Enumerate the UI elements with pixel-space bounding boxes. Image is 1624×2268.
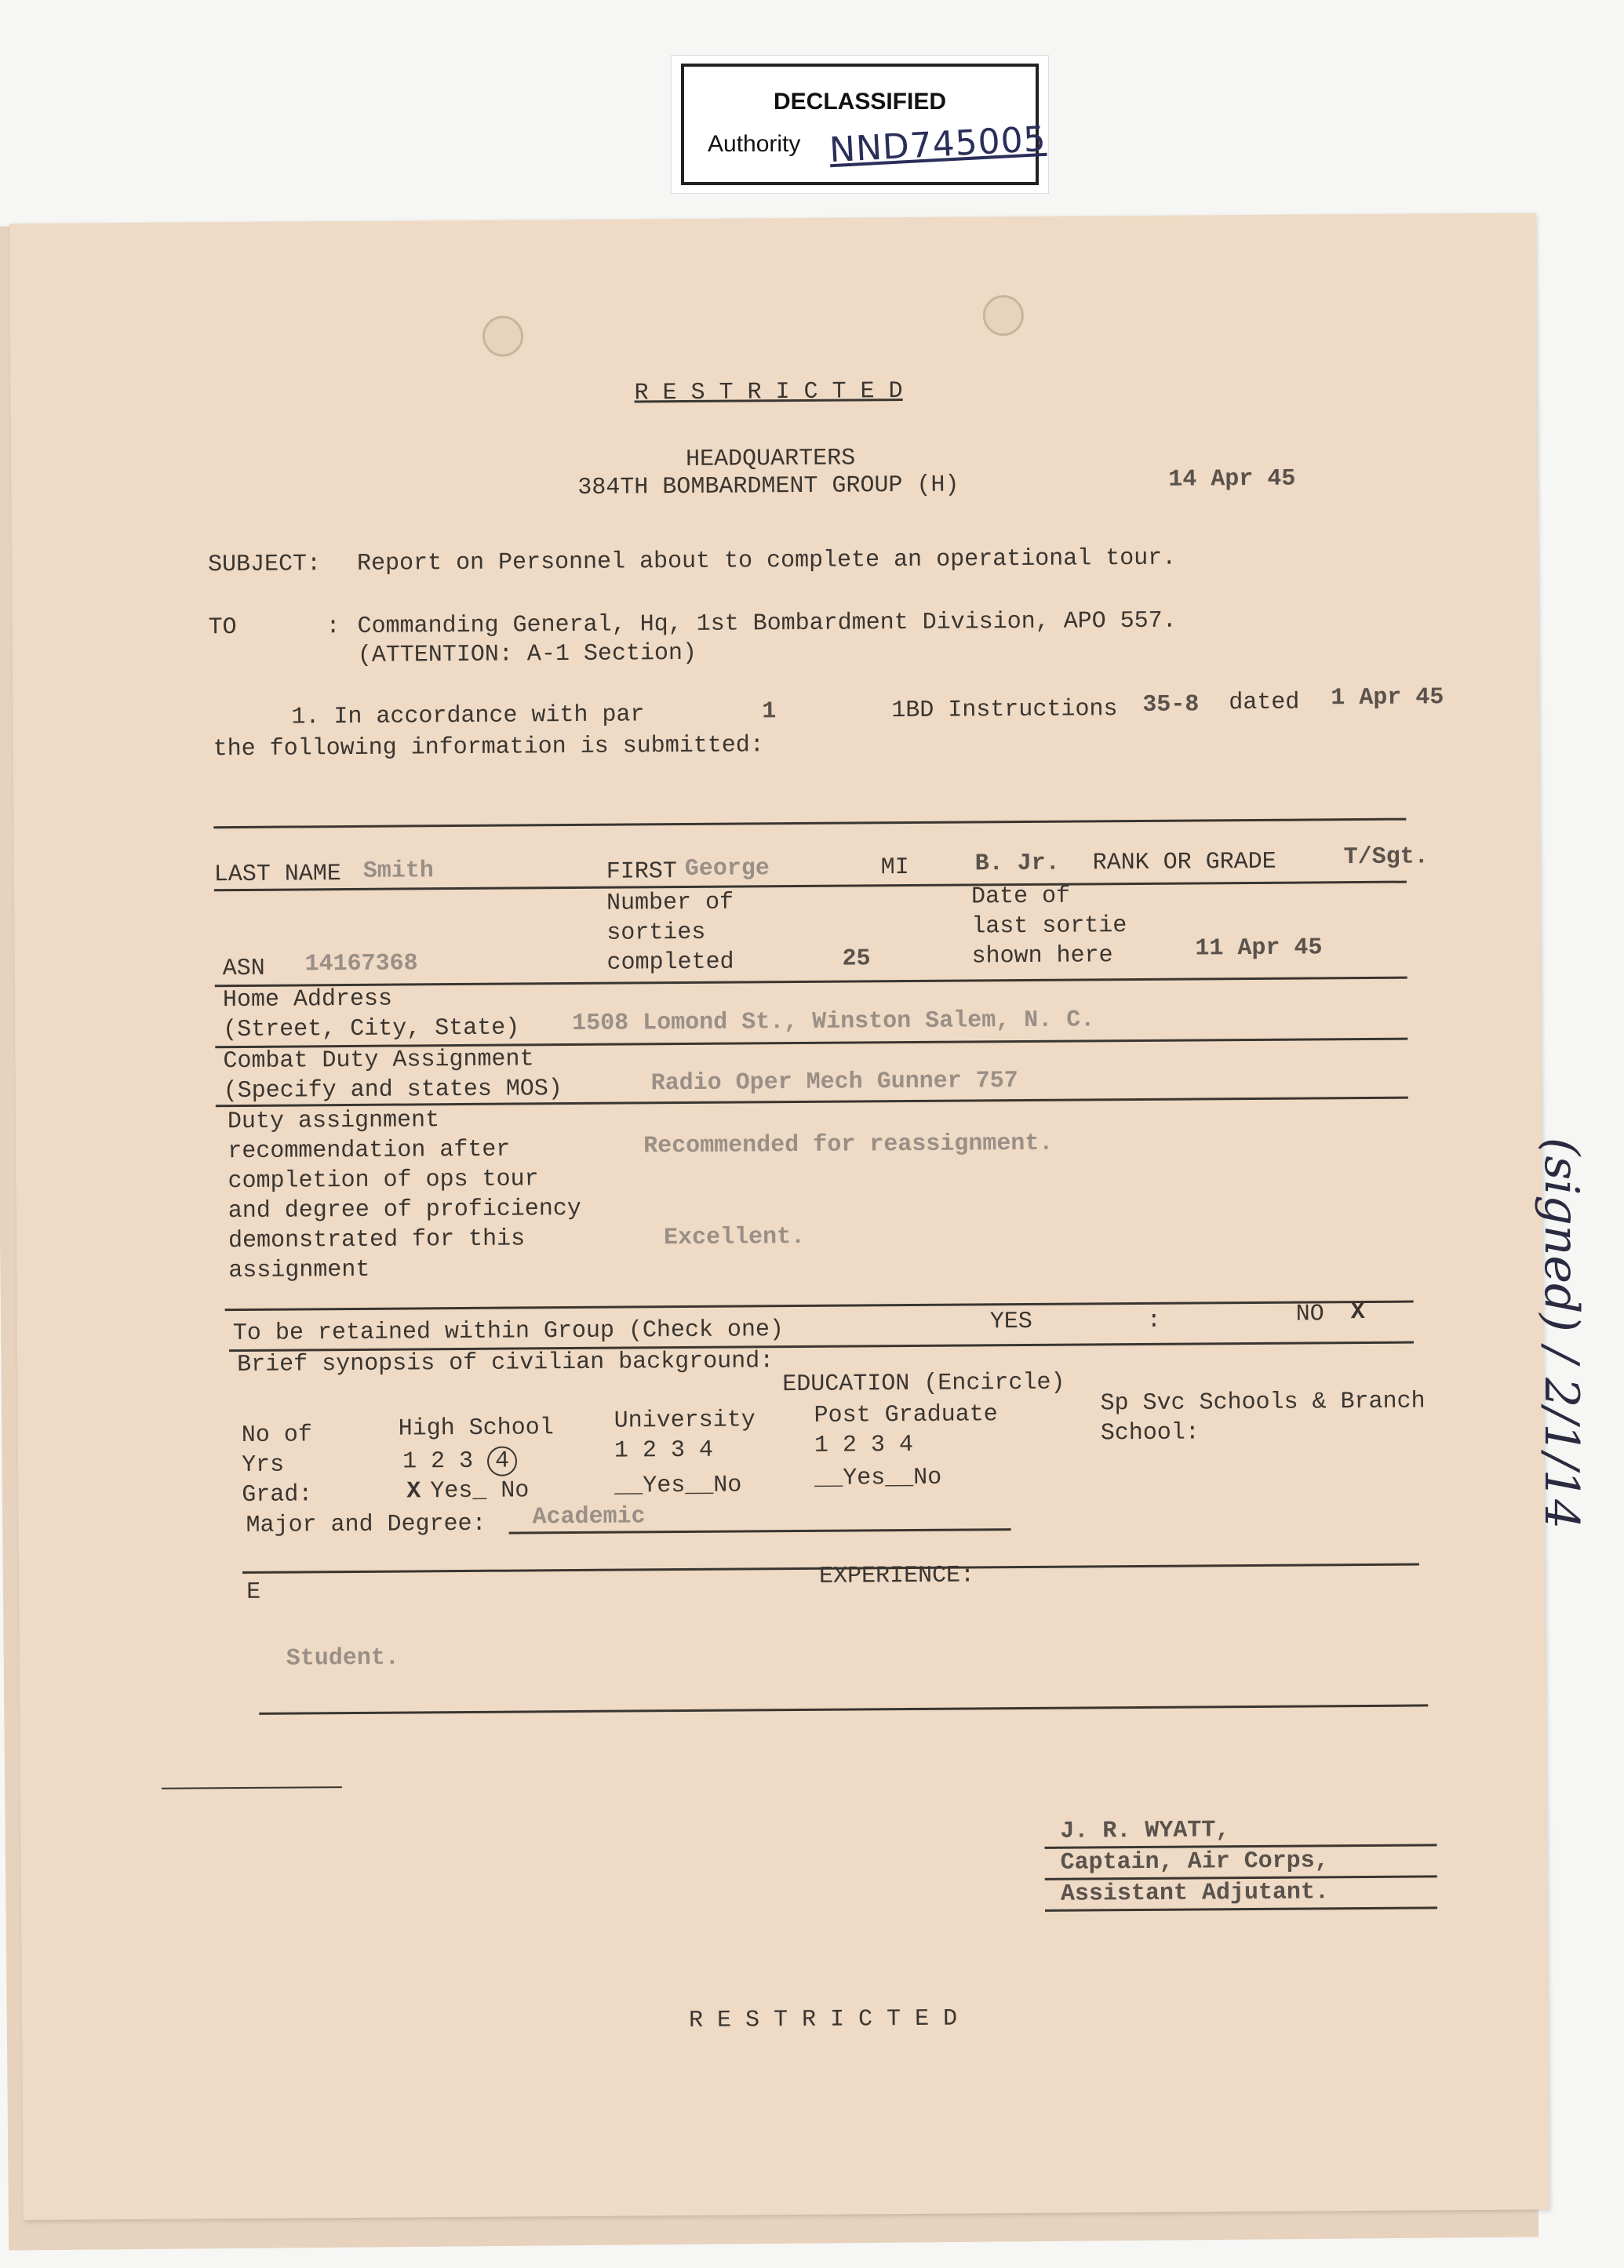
retained-check-mark: X — [1350, 1298, 1365, 1327]
high-school-years-circled: 4 — [487, 1447, 517, 1476]
first-name-value: George — [684, 855, 770, 883]
stamp-authority-value: NND745005 — [828, 118, 1047, 171]
major-label: Major and Degree: — [246, 1510, 486, 1539]
duty-label-6: assignment — [228, 1256, 370, 1285]
yrs-label: Yrs — [241, 1451, 285, 1479]
experience-label: EXPERIENCE: — [818, 1562, 975, 1590]
mi-value: B. Jr. — [974, 850, 1060, 878]
stray-mark — [162, 1786, 342, 1789]
high-school-years-options: 1 2 3 — [402, 1447, 474, 1476]
dated-value: 1 Apr 45 — [1331, 684, 1444, 712]
punch-hole — [983, 295, 1024, 336]
combat-label-2: (Specify and states MOS) — [223, 1076, 563, 1105]
margin-handwriting: (signed) / 2/1/14 — [1534, 1138, 1589, 1530]
experience-value: Student. — [286, 1644, 399, 1673]
rank-label: RANK OR GRADE — [1092, 848, 1276, 877]
duty-label-3: completion of ops tour — [228, 1166, 539, 1196]
major-value: Academic — [532, 1503, 646, 1531]
signature-title: Assistant Adjutant. — [1060, 1879, 1330, 1908]
sp-svc-label-1: Sp Svc Schools & Branch — [1100, 1388, 1426, 1418]
subject-label: SUBJECT: — [207, 551, 322, 579]
instructions-label: 1BD Instructions — [891, 696, 1118, 725]
university-label: University — [614, 1407, 756, 1435]
retained-no-label: NO — [1295, 1301, 1324, 1328]
declassified-stamp — [671, 55, 1049, 194]
paragraph-number: 1 — [762, 698, 777, 726]
retained-colon: : — [1146, 1307, 1161, 1334]
home-label-1: Home Address — [222, 985, 393, 1014]
duty-label-2: recommendation after — [228, 1136, 511, 1166]
stamp-border — [681, 64, 1047, 185]
rank-value: T/Sgt. — [1343, 843, 1429, 872]
restricted-header: R E S T R I C T E D — [634, 378, 903, 407]
instructions-number: 35-8 — [1142, 691, 1200, 719]
attention-line: (ATTENTION: A-1 Section) — [357, 639, 697, 669]
report-date: 14 Apr 45 — [1168, 465, 1296, 493]
to-text: Commanding General, Hq, 1st Bombardment Division, APO 557. — [357, 607, 1177, 640]
sorties-value: 25 — [842, 945, 871, 973]
duty-label-5: demonstrated for this — [228, 1225, 526, 1255]
last-sortie-label-1: Date of — [970, 883, 1071, 911]
last-name-value: Smith — [362, 857, 434, 885]
asn-label: ASN — [222, 955, 265, 983]
duty-label-4: and degree of proficiency — [228, 1195, 581, 1225]
last-name-label: LAST NAME — [213, 861, 341, 889]
signature-name: J. R. WYATT, — [1060, 1817, 1230, 1845]
sp-svc-label-2: School: — [1100, 1419, 1200, 1447]
sorties-label-1: Number of — [606, 889, 734, 917]
home-label-2: (Street, City, State) — [223, 1014, 520, 1044]
punch-hole — [482, 315, 523, 356]
post-graduate-label: Post Graduate — [814, 1401, 998, 1429]
synopsis-label: Brief synopsis of civilian background: — [237, 1348, 774, 1379]
retained-yes-label: YES — [989, 1308, 1032, 1336]
document-page — [9, 213, 1549, 2220]
divider — [259, 1704, 1428, 1714]
divider — [215, 977, 1407, 988]
last-sortie-label-3: shown here — [971, 942, 1113, 970]
proficiency-value: Excellent. — [663, 1223, 806, 1252]
education-label: EDUCATION (Encircle) — [782, 1369, 1065, 1399]
restricted-footer: R E S T R I C T E D — [688, 2005, 958, 2035]
paragraph-start: 1. In accordance with par — [291, 701, 645, 731]
last-sortie-value: 11 Apr 45 — [1195, 934, 1323, 963]
combat-value: Radio Oper Mech Gunner 757 — [650, 1068, 1018, 1098]
university-years: 1 2 3 4 — [614, 1436, 714, 1465]
high-school-years — [402, 1447, 517, 1477]
mi-label: MI — [880, 854, 909, 882]
duty-label-1: Duty assignment — [227, 1107, 440, 1136]
high-school-label: High School — [398, 1414, 554, 1443]
grad-label: Grad: — [242, 1481, 313, 1509]
e-label: E — [246, 1578, 261, 1606]
combat-label-1: Combat Duty Assignment — [223, 1046, 534, 1076]
stamp-authority-label: Authority — [708, 131, 801, 157]
last-sortie-label-2: last sortie — [971, 912, 1127, 941]
first-name-label: FIRST — [606, 858, 677, 886]
sorties-label-3: completed — [606, 948, 734, 977]
no-of-label: No of — [241, 1422, 312, 1449]
asn-value: 14167368 — [304, 950, 418, 978]
paragraph-end: the following information is submitted: — [213, 732, 764, 763]
post-graduate-years: 1 2 3 4 — [814, 1431, 914, 1459]
duty-recommendation-value: Recommended for reassignment. — [643, 1130, 1054, 1160]
university-grad: __Yes__No — [614, 1472, 742, 1500]
dated-label: dated — [1229, 689, 1300, 717]
unit-line: 384TH BOMBARDMENT GROUP (H) — [577, 471, 959, 501]
divider — [213, 818, 1406, 829]
to-colon: : — [326, 613, 340, 641]
divider — [225, 1301, 1414, 1312]
retained-label: To be retained within Group (Check one) — [232, 1316, 785, 1348]
stamp-title: DECLASSIFIED — [773, 89, 947, 115]
to-label: TO — [208, 613, 237, 642]
sorties-label-2: sorties — [606, 919, 706, 947]
high-school-grad-mark: X — [406, 1478, 421, 1505]
signature-rank: Captain, Air Corps, — [1060, 1848, 1329, 1877]
high-school-grad-yes-no: Yes_ No — [430, 1477, 530, 1505]
post-graduate-grad: __Yes__No — [814, 1464, 942, 1492]
home-value: 1508 Lomond St., Winston Salem, N. C. — [572, 1007, 1095, 1038]
hq-line: HEADQUARTERS — [686, 445, 856, 473]
subject-text: Report on Personnel about to complete an operational tour. — [356, 544, 1177, 577]
